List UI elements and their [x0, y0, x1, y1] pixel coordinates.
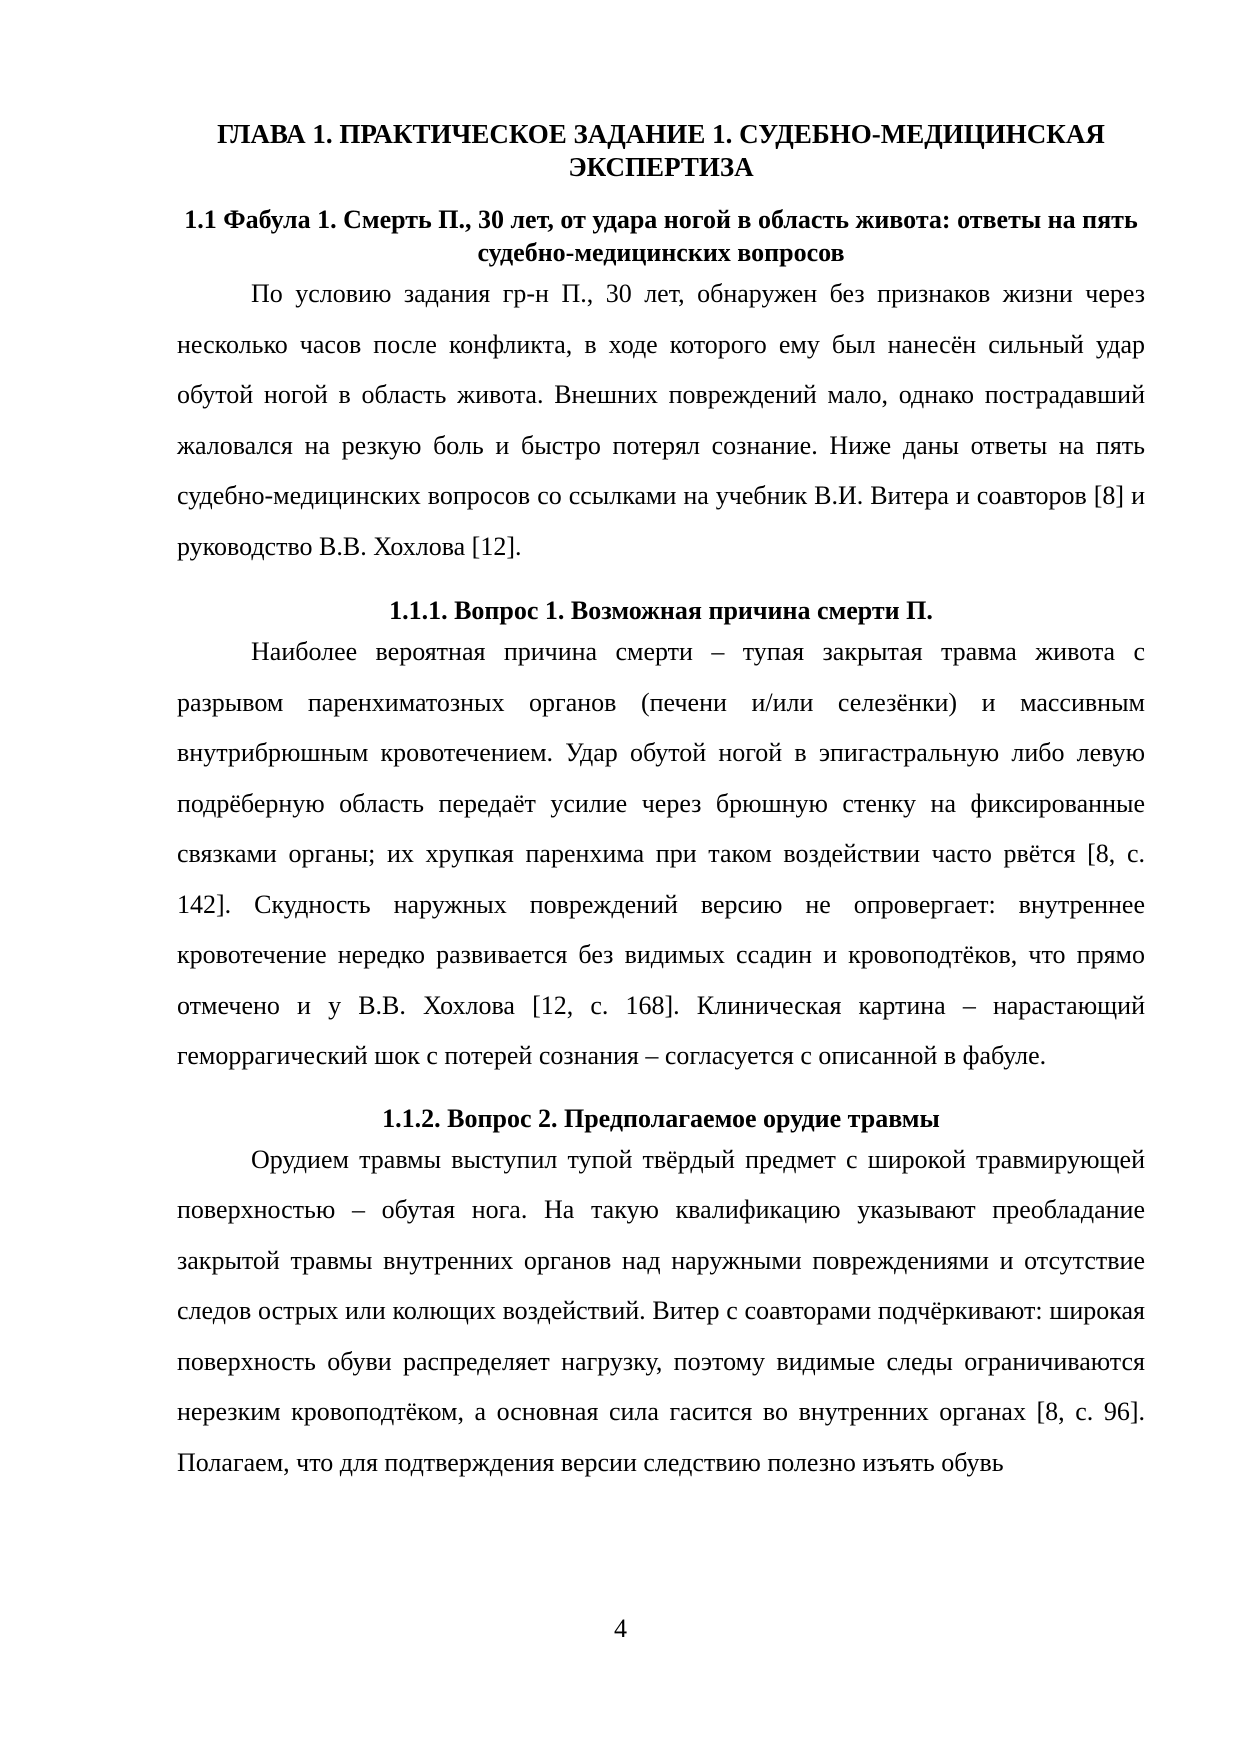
section-title: 1.1 Фабула 1. Смерть П., 30 лет, от удара ногой в область живота: ответы на пять судебно-медицинских вопросов — [184, 205, 1138, 267]
subsection-2-title: 1.1.2. Вопрос 2. Предполагаемое орудие травмы — [382, 1103, 940, 1133]
subsection-1-title: 1.1.1. Вопрос 1. Возможная причина смерти П. — [389, 596, 933, 625]
subsection-2-paragraph: Орудием травмы выступил тупой твёрдый предмет с широкой травмирующей поверхностью – обутая нога. На такую квалификацию указывают преобладание закрытой травмы внутренних органов над наружными повреждениями и отсутствие следов острых или колющих воздействий. Витер с соавторами подчёркивают: широкая поверхность обуви распределяет нагрузку, поэтому видимые следы ограничиваются нерезким кровоподтёком, а основная сила гасится во внутренних органах [8, с. 96]. Полагаем, что для подтверждения версии следствию полезно изъять обувь — [177, 1144, 1145, 1477]
page-number: 4 — [614, 1614, 627, 1643]
intro-paragraph: По условию задания гр-н П., 30 лет, обнаружен без признаков жизни через несколько часов после конфликта, в ходе которого ему был нанесён сильный удар обутой ногой в область живота. Внешних повреждений мало, однако пострадавший жаловался на резкую боль и быстро потерял сознание. Ниже даны ответы на пять судебно-медицинских вопросов со ссылками на учебник В.И. Витера и соавторов [8] и руководство В.В. Хохлова [12]. — [177, 279, 1145, 561]
subsection-1-paragraph: Наиболее вероятная причина смерти – тупая закрытая травма живота с разрывом паренхиматозных органов (печени и/или селезёнки) и массивным внутрибрюшным кровотечением. Удар обутой ногой в эпигастральную либо левую подрёберную область передаёт усилие через брюшную стенку на фиксированные связками органы; их хрупкая паренхима при таком воздействии часто рвётся [8, с. 142]. Скудность наружных повреждений версию не опровергает: внутреннее кровотечение нередко развивается без видимых ссадин и кровоподтёков, что прямо отмечено и у В.В. Хохлова [12, с. 168]. Клиническая картина – нарастающий геморрагический шок с потерей сознания – согласуется с описанной в фабуле. — [177, 637, 1145, 1070]
chapter-title: ГЛАВА 1. ПРАКТИЧЕСКОЕ ЗАДАНИЕ 1. СУДЕБНО-МЕДИЦИНСКАЯ ЭКСПЕРТИЗА — [217, 119, 1105, 182]
document-page — [177, 118, 1145, 1488]
